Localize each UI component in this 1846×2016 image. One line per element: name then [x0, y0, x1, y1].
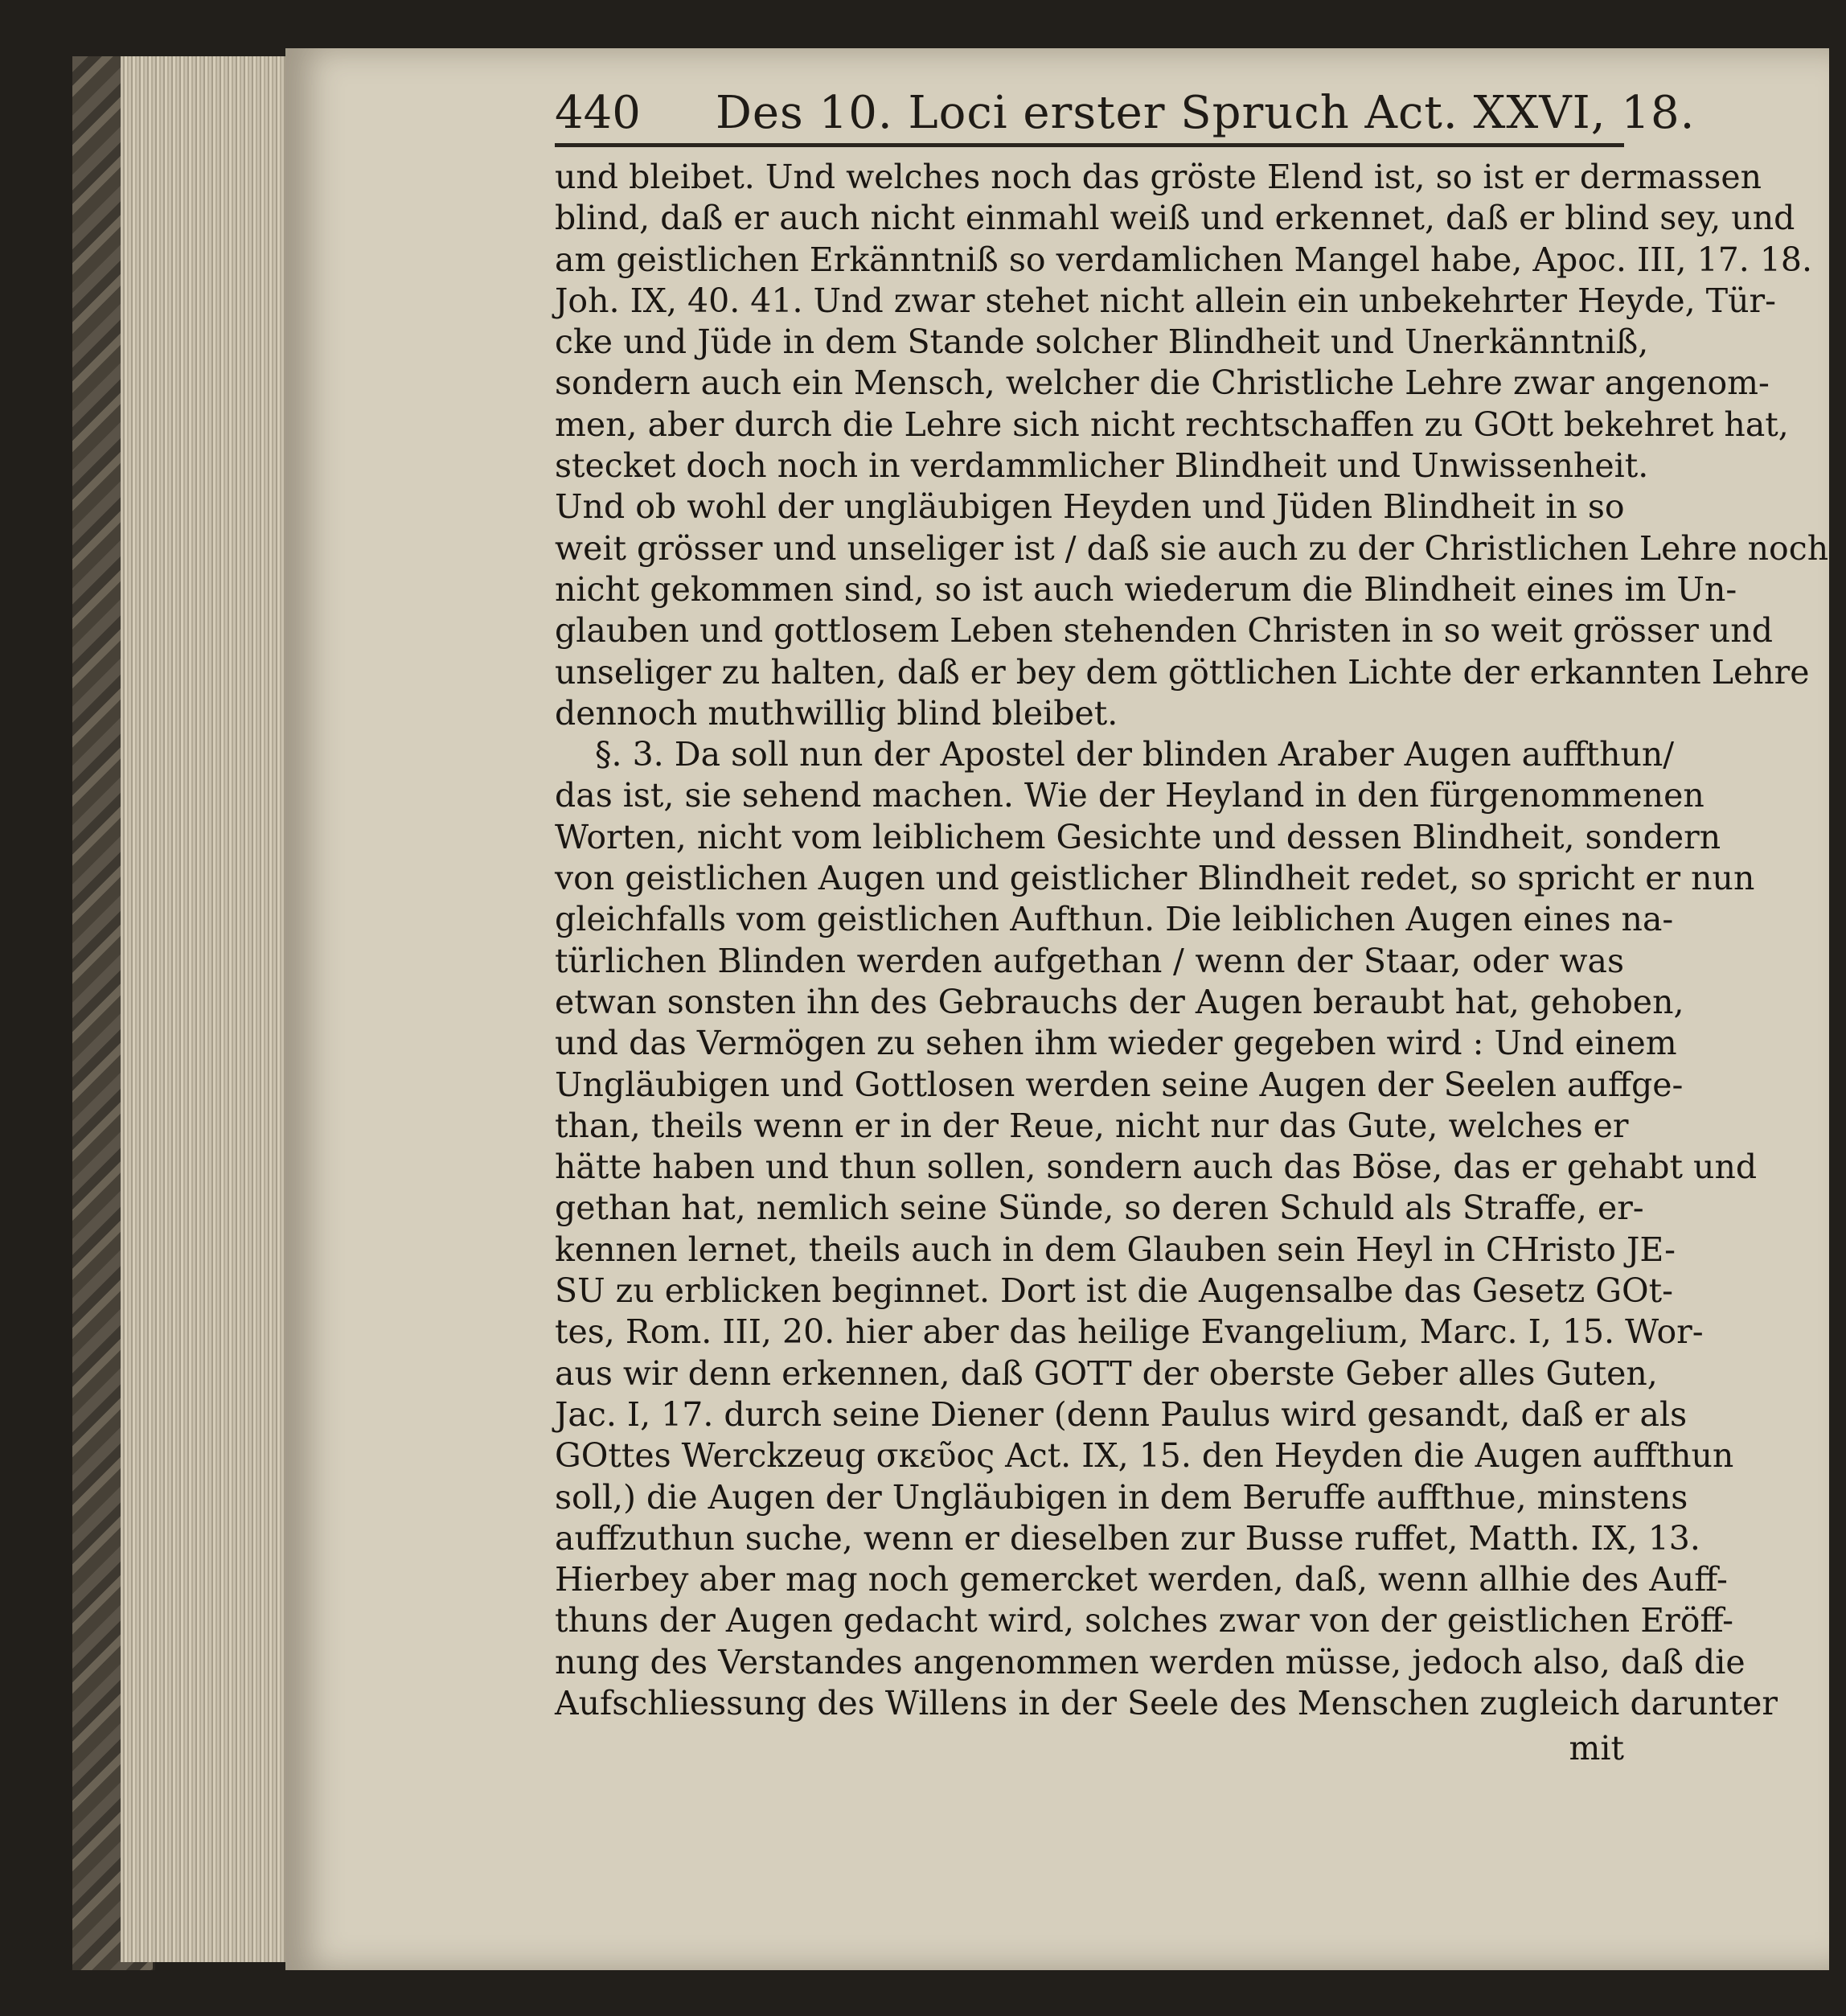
- text-line: thuns der Augen gedacht wird, solches zwar von der geistlichen Eröff-: [555, 1601, 1733, 1640]
- text-line: hätte haben und thun sollen, sondern auch das Böse, das er gehabt und: [555, 1148, 1758, 1187]
- text-line: soll,) die Augen der Ungläubigen in dem Beruffe auffthue, minstens: [555, 1477, 1688, 1517]
- text-line: von geistlichen Augen und geistlicher Blindheit redet, so spricht er nun: [555, 859, 1755, 898]
- text-line: Worten, nicht vom leiblichem Gesichte und dessen Blindheit, sondern: [555, 817, 1721, 856]
- running-head: Des 10. Loci erster Spruch Act. XXVI, 18.: [716, 87, 1696, 139]
- page-number: 440: [555, 87, 641, 139]
- catchword: mit: [1569, 1729, 1624, 1768]
- text-line: tes, Rom. III, 20. hier aber das heilige Evangelium, Marc. I, 15. Wor-: [555, 1312, 1704, 1352]
- text-line: men, aber durch die Lehre sich nicht rechtschaffen zu GOtt bekehret hat,: [555, 404, 1789, 444]
- body-text: [555, 157, 1829, 1724]
- text-line: sondern auch ein Mensch, welcher die Christliche Lehre zwar angenom-: [555, 363, 1770, 403]
- text-line: nicht gekommen sind, so ist auch wiederum die Blindheit eines im Un-: [555, 569, 1737, 609]
- text-line: türlichen Blinden werden aufgethan / wenn der Staar, oder was: [555, 941, 1624, 980]
- text-line: stecket doch noch in verdammlicher Blindheit und Unwissenheit.: [555, 446, 1649, 486]
- text-line: blind, daß er auch nicht einmahl weiß und erkennet, daß er blind sey, und: [555, 199, 1795, 238]
- text-line: §. 3. Da soll nun der Apostel der blinden Araber Augen auffthun/: [595, 735, 1675, 774]
- text-line: gleichfalls vom geistlichen Aufthun. Die leiblichen Augen eines na-: [555, 900, 1674, 939]
- text-line: am geistlichen Erkänntniß so verdamlichen Mangel habe, Apoc. III, 17. 18.: [555, 240, 1813, 279]
- text-line: unseliger zu halten, daß er bey dem göttlichen Lichte der erkannten Lehre: [555, 652, 1810, 692]
- text-line: than, theils wenn er in der Reue, nicht nur das Gute, welches er: [555, 1106, 1629, 1145]
- text-line: dennoch muthwillig blind bleibet.: [555, 693, 1118, 733]
- text-line: Ungläubigen und Gottlosen werden seine Augen der Seelen auffge-: [555, 1065, 1684, 1104]
- text-line: das ist, sie sehend machen. Wie der Heyland in den fürgenommenen: [555, 776, 1704, 815]
- text-line: Jac. I, 17. durch seine Diener (denn Paulus wird gesandt, daß er als: [555, 1394, 1688, 1434]
- text-line: und das Vermögen zu sehen ihm wieder gegeben wird : Und einem: [555, 1024, 1677, 1063]
- text-line: Und ob wohl der ungläubigen Heyden und Jüden Blindheit in so: [555, 487, 1625, 527]
- text-line: kennen lernet, theils auch in dem Glauben sein Heyl in CHristo JE-: [555, 1230, 1676, 1269]
- page-edges: [121, 56, 289, 1962]
- text-line: und bleibet. Und welches noch das gröste Elend ist, so ist er dermassen: [555, 158, 1762, 196]
- text-line: cke und Jüde in dem Stande solcher Blindheit und Unerkänntniß,: [555, 322, 1649, 362]
- header-rule: [555, 143, 1624, 147]
- text-line: etwan sonsten ihn des Gebrauchs der Augen beraubt hat, gehoben,: [555, 982, 1684, 1021]
- text-line: glauben und gottlosem Leben stehenden Christen in so weit grösser und: [555, 611, 1773, 651]
- text-line: auffzuthun suche, wenn er dieselben zur Busse ruffet, Matth. IX, 13.: [555, 1518, 1700, 1558]
- text-line: aus wir denn erkennen, daß GOTT der oberste Geber alles Guten,: [555, 1353, 1658, 1393]
- text-line: Aufschliessung des Willens in der Seele des Menschen zugleich darunter: [555, 1683, 1778, 1722]
- text-line: weit grösser und unseliger ist / daß sie auch zu der Christlichen Lehre noch: [555, 528, 1829, 568]
- text-line: Joh. IX, 40. 41. Und zwar stehet nicht allein ein unbekehrter Heyde, Tür-: [555, 281, 1776, 320]
- text-line: nung des Verstandes angenommen werden müsse, jedoch also, daß die: [555, 1642, 1745, 1681]
- text-line: Hierbey aber mag noch gemercket werden, daß, wenn allhie des Auff-: [555, 1560, 1728, 1599]
- page-header: [555, 87, 1696, 143]
- text-line: gethan hat, nemlich seine Sünde, so deren Schuld als Straffe, er-: [555, 1189, 1644, 1228]
- text-line: GOttes Werckzeug σκεῦος Act. IX, 15. den Heyden die Augen auffthun: [555, 1436, 1734, 1476]
- text-line: SU zu erblicken beginnet. Dort ist die Augensalbe das Gesetz GOt-: [555, 1271, 1673, 1311]
